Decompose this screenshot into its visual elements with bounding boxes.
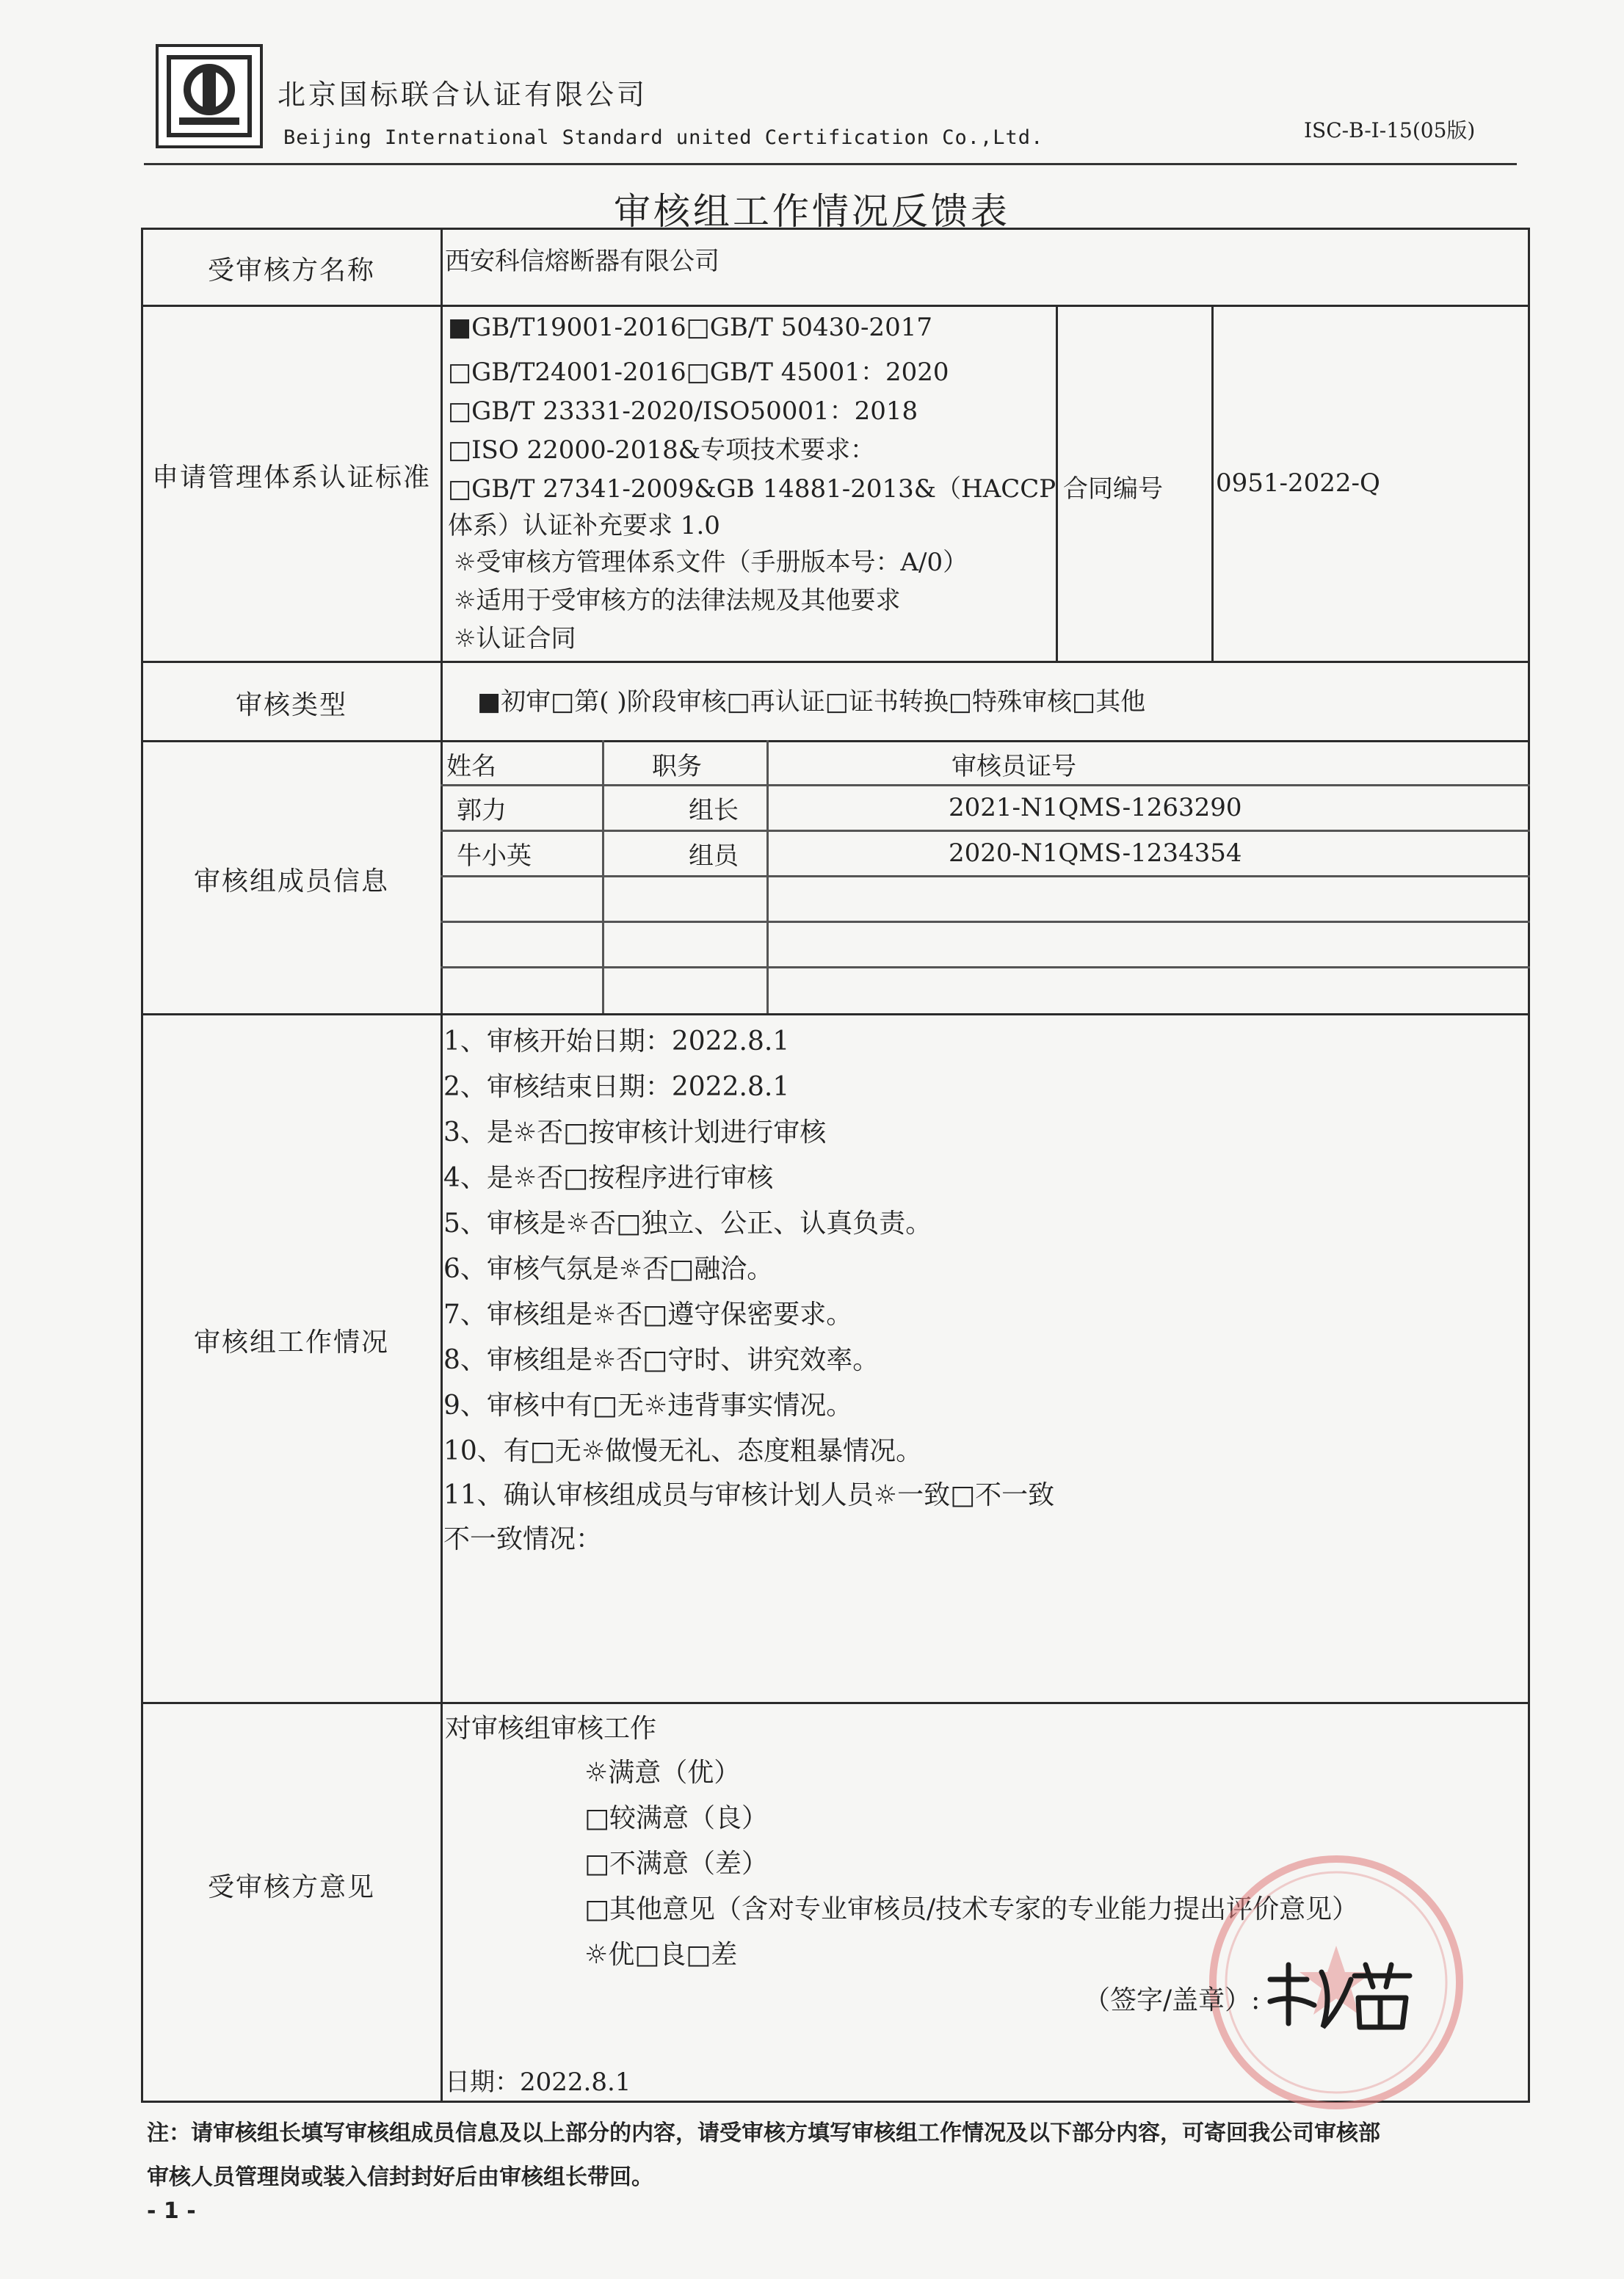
standard-line: □GB/T 27341-2009&GB 14881-2013&（HACCP [448, 474, 1056, 504]
company-logo [156, 44, 263, 148]
work-item: 4、是☼否□按程序进行审核 [443, 1163, 774, 1193]
footer-note: 审核人员管理岗或装入信封封好后由审核组长带回。 [147, 2164, 653, 2190]
opinion-date: 日期：2022.8.1 [445, 2068, 631, 2097]
work-item: 2、审核结束日期：2022.8.1 [443, 1072, 790, 1102]
contract-label: 合同编号 [1063, 474, 1163, 504]
work-item: 11、确认审核组成员与审核计划人员☼一致□不一致 [443, 1480, 1055, 1510]
work-item: 6、审核气氛是☼否□融洽。 [443, 1254, 774, 1284]
member-role: 组员 [689, 841, 739, 871]
row-divider [141, 740, 1530, 742]
work-item: 1、审核开始日期：2022.8.1 [443, 1026, 790, 1057]
standard-line: □GB/T24001-2016□GB/T 45001：2020 [448, 358, 949, 387]
member-col-divider [602, 740, 604, 1013]
standard-line: □ISO 22000-2018&专项技术要求： [448, 435, 875, 465]
company-name-cn: 北京国标联合认证有限公司 [278, 79, 648, 111]
contract-number: 0951-2022-Q [1216, 468, 1380, 498]
opinion-option: □不满意（差） [584, 1849, 769, 1879]
member-cert: 2020-N1QMS-1234354 [949, 838, 1242, 868]
work-item: 不一致情况： [443, 1524, 603, 1554]
member-name: 郭力 [457, 796, 507, 825]
page-number: - 1 - [147, 2198, 196, 2224]
work-item: 3、是☼否□按审核计划进行审核 [443, 1117, 827, 1148]
opinion-option: □其他意见（含对专业审核员/技术专家的专业能力提出评价意见） [584, 1894, 1359, 1924]
standard-line: ■GB/T19001-2016□GB/T 50430-2017 [448, 313, 932, 342]
standards-label: 申请管理体系认证标准 [151, 463, 431, 493]
standard-line: ☼认证合同 [454, 624, 576, 653]
standard-line: ☼适用于受审核方的法律法规及其他要求 [454, 586, 901, 615]
work-item: 10、有□无☼做慢无礼、态度粗暴情况。 [443, 1436, 923, 1466]
member-header-name: 姓名 [446, 752, 496, 781]
work-label: 审核组工作情况 [193, 1327, 389, 1358]
standards-column-divider [1056, 305, 1058, 661]
standard-line: 体系）认证补充要求 1.0 [448, 511, 720, 540]
row-divider [141, 305, 1530, 307]
member-col-divider [766, 740, 769, 1013]
member-role: 组长 [689, 796, 739, 825]
header-divider [144, 163, 1517, 165]
member-name: 牛小英 [457, 841, 532, 871]
member-cert: 2021-N1QMS-1263290 [949, 793, 1242, 822]
member-header-role: 职务 [652, 752, 702, 781]
signature-label: （签字/盖章）: [1084, 1985, 1261, 2015]
document-code: ISC-B-I-15(05版) [1304, 118, 1476, 142]
opinion-option: □较满意（良） [584, 1803, 769, 1833]
standard-line: □GB/T 23331-2020/ISO50001：2018 [448, 396, 918, 426]
work-item: 8、审核组是☼否□守时、讲究效率。 [443, 1345, 880, 1375]
auditee-label: 受审核方名称 [207, 256, 375, 286]
work-item: 9、审核中有□无☼违背事实情况。 [443, 1391, 853, 1421]
handwritten-signature [1263, 1957, 1417, 2038]
opinion-label: 受审核方意见 [207, 1872, 375, 1902]
audit-type-label: 审核类型 [235, 690, 347, 720]
label-column-divider [441, 228, 443, 2103]
row-divider [141, 1702, 1530, 1704]
audit-type-value: ■初审□第( )阶段审核□再认证□证书转换□特殊审核□其他 [477, 687, 1146, 717]
work-item: 5、审核是☼否□独立、公正、认真负责。 [443, 1209, 932, 1239]
opinion-option: ☼优□良□差 [584, 1940, 738, 1970]
form-table [141, 228, 1530, 2103]
opinion-option: ☼满意（优） [584, 1758, 741, 1788]
company-name-en: Beijing International Standard united Certification Co.,Ltd. [283, 126, 1044, 149]
row-divider [141, 661, 1530, 663]
row-divider [141, 1013, 1530, 1015]
work-item: 7、审核组是☼否□遵守保密要求。 [443, 1300, 853, 1330]
contract-column-divider [1211, 305, 1214, 661]
form-title: 审核组工作情况反馈表 [614, 190, 1010, 233]
member-header-cert: 审核员证号 [951, 752, 1076, 781]
footer-note: 注：请审核组长填写审核组成员信息及以上部分的内容，请受审核方填写审核组工作情况及以下部分内容，可寄回我公司审核部 [147, 2120, 1380, 2146]
members-label: 审核组成员信息 [193, 866, 389, 896]
standard-line: ☼受审核方管理体系文件（手册版本号：A/0） [454, 548, 968, 577]
opinion-intro: 对审核组审核工作 [445, 1714, 657, 1744]
auditee-name: 西安科信熔断器有限公司 [445, 247, 719, 276]
